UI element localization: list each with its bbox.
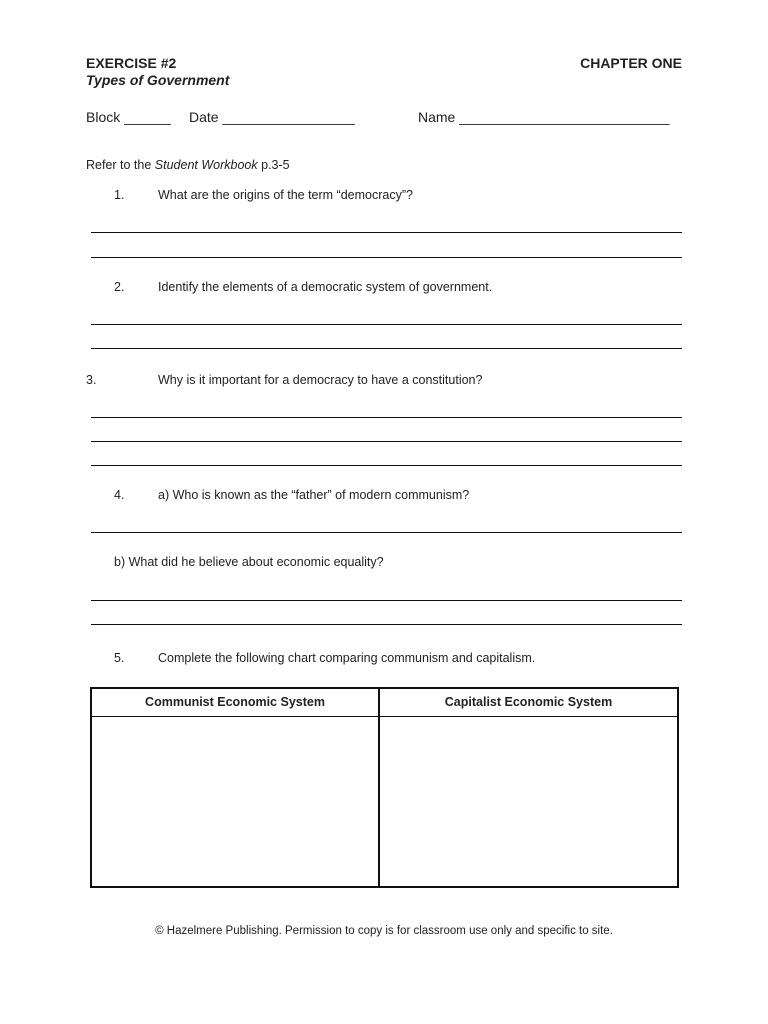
communist-answer-cell[interactable] xyxy=(92,718,378,886)
answer-line[interactable] xyxy=(91,232,682,233)
reference-book: Student Workbook xyxy=(154,158,258,172)
name-field[interactable]: Name ___________________________ xyxy=(418,109,670,125)
answer-line[interactable] xyxy=(91,441,682,442)
chapter-title: CHAPTER ONE xyxy=(580,55,682,71)
answer-line[interactable] xyxy=(91,465,682,466)
question-5-number: 5. xyxy=(114,651,125,665)
date-field[interactable]: Date _________________ xyxy=(189,109,355,125)
question-1-number: 1. xyxy=(114,188,125,202)
question-2-text: Identify the elements of a democratic system of government. xyxy=(158,280,493,294)
answer-line[interactable] xyxy=(91,417,682,418)
answer-line[interactable] xyxy=(91,532,682,533)
capitalist-column xyxy=(380,689,677,886)
reference-prefix: Refer to the xyxy=(86,158,155,172)
copyright-footer: © Hazelmere Publishing. Permission to copy is for classroom use only and specific to site. xyxy=(155,925,613,937)
capitalist-answer-cell[interactable] xyxy=(380,718,677,886)
question-5-text: Complete the following chart comparing communism and capitalism. xyxy=(158,651,536,665)
exercise-title: EXERCISE #2 xyxy=(86,55,177,71)
answer-line[interactable] xyxy=(91,257,682,258)
communist-column-header: Communist Economic System xyxy=(92,689,378,717)
reference-line xyxy=(86,158,290,172)
answer-line[interactable] xyxy=(91,324,682,325)
question-4b-text: b) What did he believe about economic equality? xyxy=(114,555,384,569)
communist-column xyxy=(92,689,380,886)
reference-pages: p.3-5 xyxy=(257,158,290,172)
capitalist-column-header: Capitalist Economic System xyxy=(380,689,677,717)
block-field[interactable]: Block ______ xyxy=(86,109,171,125)
question-4-number: 4. xyxy=(114,488,125,502)
question-1-text: What are the origins of the term “democracy”? xyxy=(158,188,413,202)
answer-line[interactable] xyxy=(91,600,682,601)
question-3-number: 3. xyxy=(86,373,97,387)
answer-line[interactable] xyxy=(91,348,682,349)
question-3-text: Why is it important for a democracy to have a constitution? xyxy=(158,373,483,387)
comparison-chart xyxy=(90,687,679,888)
answer-line[interactable] xyxy=(91,624,682,625)
worksheet-subtitle: Types of Government xyxy=(86,72,230,88)
question-4a-text: a) Who is known as the “father” of modern communism? xyxy=(158,488,470,502)
question-2-number: 2. xyxy=(114,280,125,294)
